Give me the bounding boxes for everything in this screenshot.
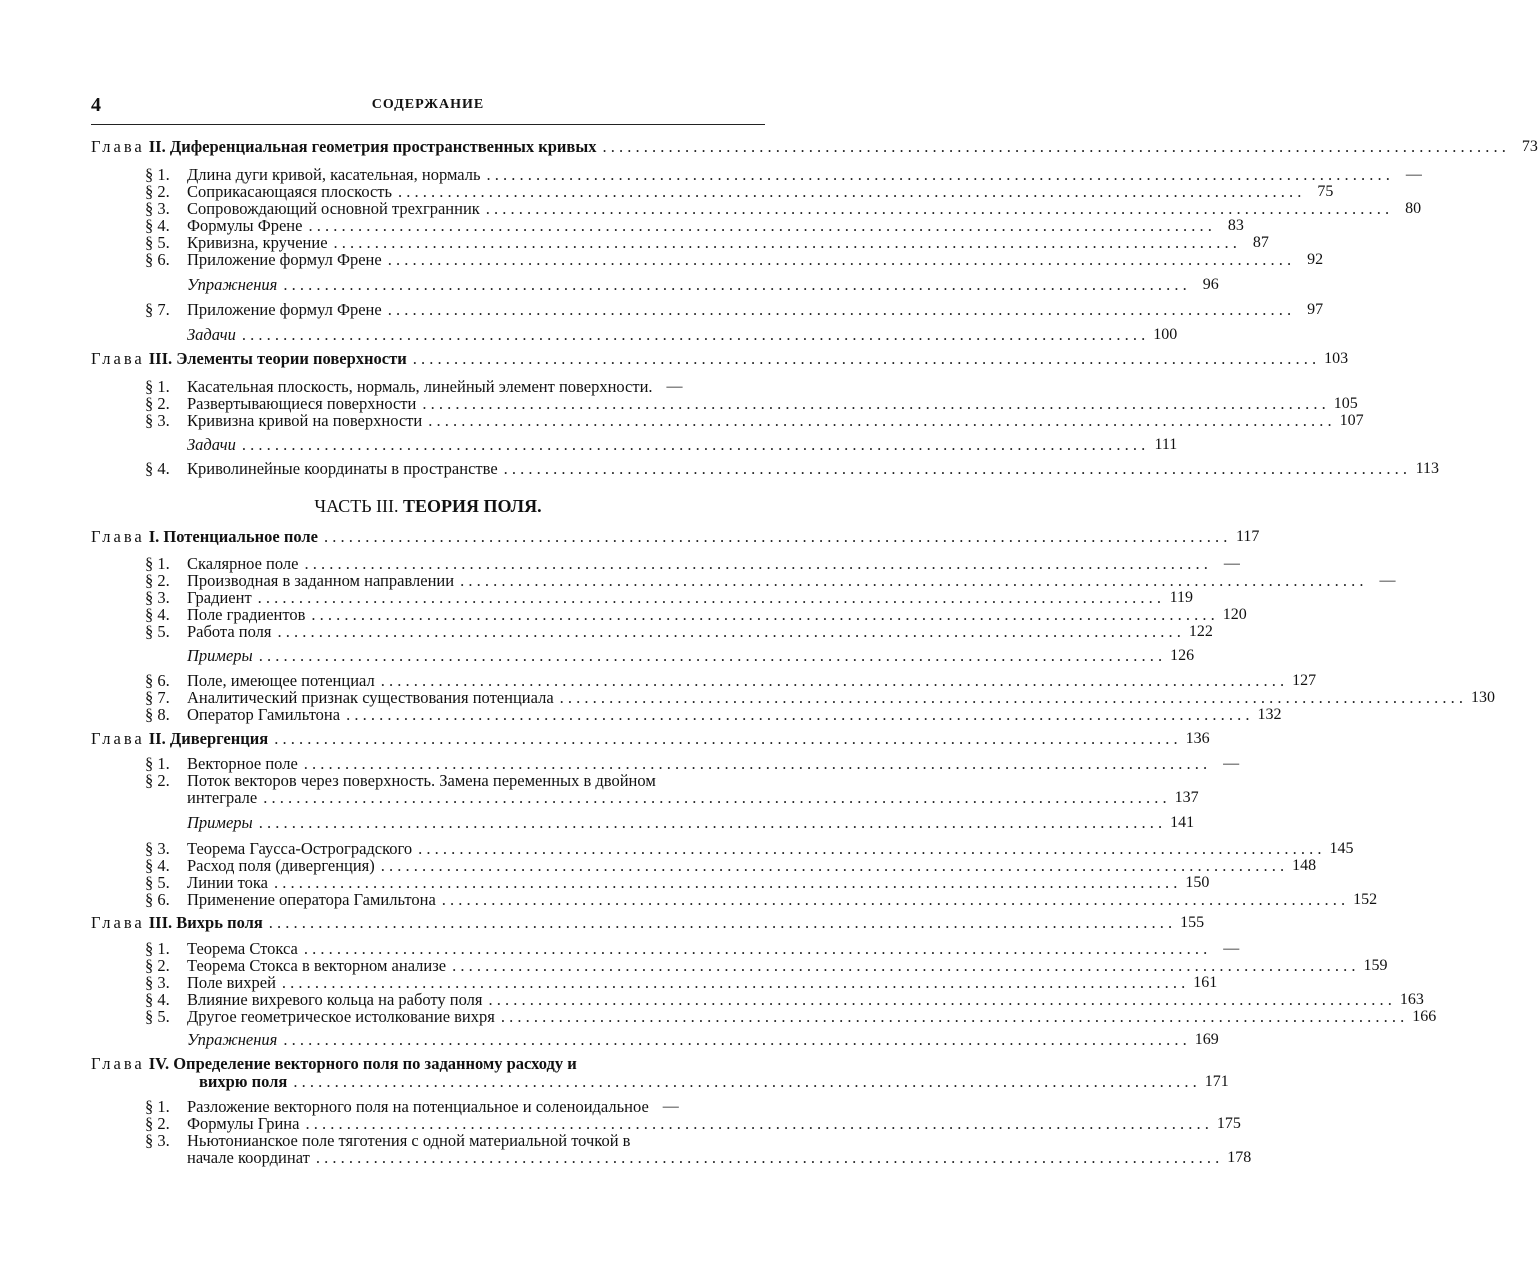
- toc-section[interactable]: § 2. Соприкасающаяся плоскость . . . 75: [145, 181, 765, 201]
- page-number: 4: [91, 94, 101, 116]
- chapter-label: Глава: [91, 137, 145, 156]
- toc-section[interactable]: § 3. Поле вихрей . . . 161: [145, 972, 765, 992]
- toc-section[interactable]: § 6. Применение оператора Гамильтона . . . 152: [145, 889, 765, 909]
- toc-chapter[interactable]: Глава III. Вихрь поля . . . 155: [91, 912, 765, 932]
- toc-section[interactable]: § 6. Поле, имеющее потенциал . . . 127: [145, 670, 765, 690]
- toc-section[interactable]: § 2. Поток векторов через поверхность. Замена переменных в двойном: [145, 771, 656, 790]
- running-title: СОДЕРЖАНИЕ: [371, 97, 485, 112]
- toc-section[interactable]: § 1. Касательная плоскость, нормаль, линейный элемент поверхности. —: [145, 377, 683, 396]
- header-rule: [91, 124, 765, 125]
- toc-section[interactable]: § 4. Формулы Френе . . . 83: [145, 215, 765, 235]
- toc-section-continuation[interactable]: интеграле . . . 137: [187, 787, 765, 807]
- toc-subheading[interactable]: Задачи . . . 111: [187, 434, 765, 454]
- toc-section[interactable]: § 2. Теорема Стокса в векторном анализе . . . 159: [145, 955, 765, 975]
- toc-subheading[interactable]: Упражнения . . . 96: [187, 274, 765, 294]
- part-heading: ЧАСТЬ III. ТЕОРИЯ ПОЛЯ.: [314, 496, 542, 516]
- toc-section-continuation[interactable]: начале координат . . . 178: [187, 1147, 765, 1167]
- toc-chapter[interactable]: [91, 136, 1538, 156]
- toc-section[interactable]: § 3. Кривизна кривой на поверхности . . . 107: [145, 410, 765, 430]
- toc-chapter[interactable]: Глава I. Потенциальное поле . . . 117: [91, 526, 765, 546]
- toc-section[interactable]: § 4. Поле градиентов . . . 120: [145, 604, 765, 624]
- toc-section[interactable]: § 4. Криволинейные координаты в пространстве . . . 113: [145, 458, 765, 478]
- toc-section[interactable]: § 4. Расход поля (дивергенция) . . . 148: [145, 855, 765, 875]
- toc-section[interactable]: § 7. Аналитический признак существования потенциала . . . 130: [145, 687, 765, 707]
- toc-section[interactable]: § 4. Влияние вихревого кольца на работу поля . . . 163: [145, 989, 765, 1009]
- toc-subheading[interactable]: Упражнения . . . 169: [187, 1029, 765, 1049]
- toc-chapter[interactable]: Глава II. Дивергенция . . . 136: [91, 728, 765, 748]
- toc-section[interactable]: § 1. Скалярное поле . . . —: [145, 553, 765, 573]
- toc-section[interactable]: § 5. Другое геометрическое истолкование вихря . . . 166: [145, 1006, 765, 1026]
- chapter-title: II. Диференциальная геометрия пространственных кривых: [148, 137, 597, 156]
- toc-section[interactable]: § 5. Кривизна, кручение . . . 87: [145, 232, 765, 252]
- page-ref: 73: [1521, 138, 1538, 155]
- toc-subheading[interactable]: Примеры . . . 126: [187, 645, 765, 665]
- toc-subheading[interactable]: Примеры . . . 141: [187, 812, 765, 832]
- toc-section[interactable]: § 3. Ньютонианское поле тяготения с одной материальной точкой в: [145, 1131, 631, 1150]
- toc-section[interactable]: § 7. Приложение формул Френе . . . 97: [145, 299, 765, 319]
- toc-chapter[interactable]: Глава III. Элементы теории поверхности . . . 103: [91, 348, 765, 368]
- toc-section[interactable]: § 1. Разложение векторного поля на потенциальное и соленоидальное —: [145, 1097, 679, 1116]
- toc-section[interactable]: § 1. Теорема Стокса . . . —: [145, 938, 765, 958]
- toc-section[interactable]: § 2. Развертывающиеся поверхности . . . 105: [145, 393, 765, 413]
- toc-section[interactable]: § 3. Сопровождающий основной трехгранник . . . 80: [145, 198, 765, 218]
- toc-chapter[interactable]: Глава IV. Определение векторного поля по заданному расходу и: [91, 1054, 577, 1073]
- toc-section[interactable]: § 3. Градиент . . . 119: [145, 587, 765, 607]
- toc-section[interactable]: § 5. Работа поля . . . 122: [145, 621, 765, 641]
- toc-section[interactable]: § 2. Производная в заданном направлении . . . —: [145, 570, 765, 590]
- toc-section[interactable]: § 8. Оператор Гамильтона . . . 132: [145, 704, 765, 724]
- toc-section[interactable]: § 1. Векторное поле . . . —: [145, 753, 765, 773]
- page-header: [91, 94, 765, 116]
- toc-section[interactable]: § 3. Теорема Гаусса-Остроградского . . . 145: [145, 838, 765, 858]
- toc-chapter-continuation[interactable]: вихрю поля . . . 171: [199, 1071, 765, 1091]
- toc-section[interactable]: § 2. Формулы Грина . . . 175: [145, 1113, 765, 1133]
- toc-section[interactable]: § 6. Приложение формул Френе . . . 92: [145, 249, 765, 269]
- toc-subheading[interactable]: Задачи . . . 100: [187, 324, 765, 344]
- toc-section[interactable]: § 5. Линии тока . . . 150: [145, 872, 765, 892]
- toc-section[interactable]: § 1. Длина дуги кривой, касательная, нормаль . . . —: [145, 164, 765, 184]
